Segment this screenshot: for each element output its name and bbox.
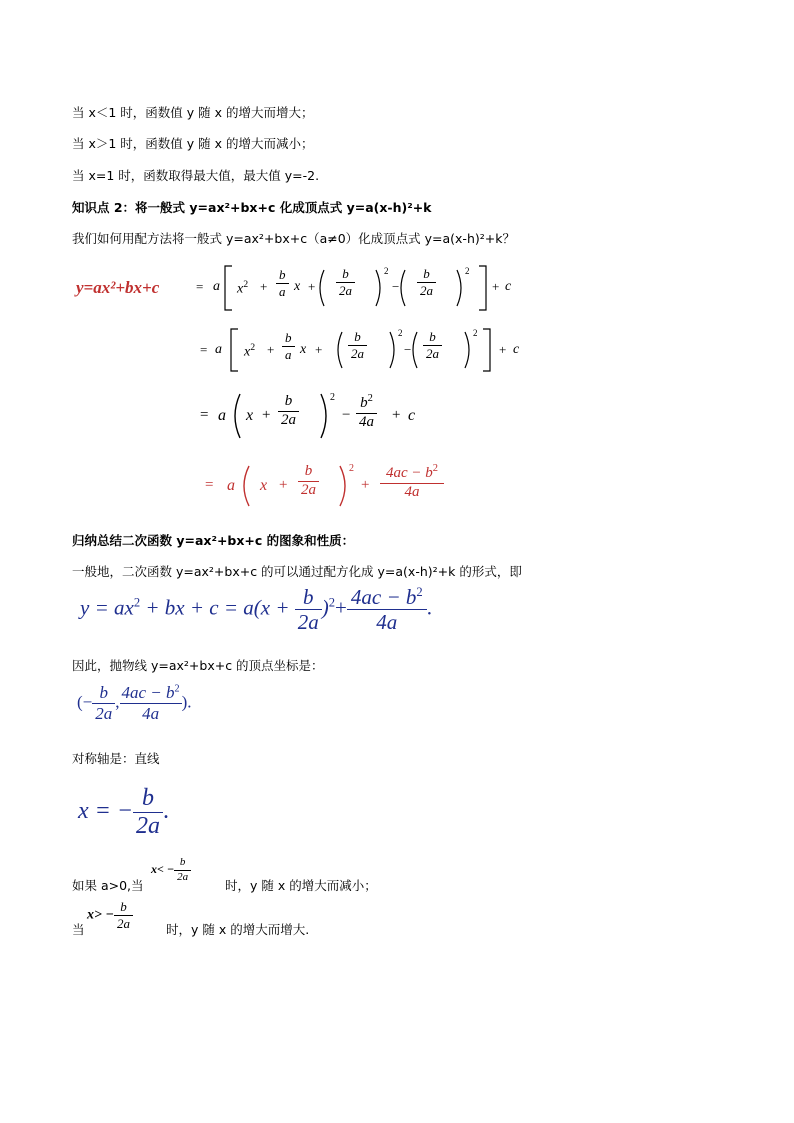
derivation-lhs: y=ax²+bx+c (76, 278, 160, 297)
heading-prefix: 知识点 2：将一般式 (72, 200, 190, 215)
plus-4a: + (279, 477, 288, 493)
cond-gt-frac: $\frac{b}{2a}$ (114, 900, 133, 930)
condition-x-less-formula (151, 857, 191, 883)
vertex-open: (− (77, 692, 93, 712)
c-3: c (408, 407, 416, 424)
x-2: x (300, 342, 307, 357)
minus-3: − (342, 407, 351, 423)
axis-dot: . (163, 798, 170, 825)
formula-dot: . (426, 595, 432, 620)
frac-b-over-2a-1a: $\frac{b}{2a}$ (336, 267, 355, 297)
plus-2b: + (315, 342, 323, 357)
formula-mid: + bx + c = a(x + (140, 595, 295, 620)
sq-1a: 2 (384, 266, 389, 276)
plus-1c: + (492, 279, 500, 294)
plus-3a: + (262, 407, 271, 423)
eq-sign-4: = (205, 477, 214, 493)
c-2: c (513, 342, 520, 357)
sq-1b: 2 (465, 266, 470, 276)
eq-sign-1: = (196, 279, 204, 294)
vertex-frac-b-over-2a: $\frac{b}{2a}$ (92, 684, 115, 723)
frac-b-over-2a-4: $\frac{b}{2a}$ (298, 464, 319, 499)
heading-mid: 化成顶点式 (275, 200, 347, 215)
x-3: x (246, 407, 254, 424)
cond-lt-x: x< − (151, 861, 175, 876)
vertex-coordinates-formula (77, 684, 192, 723)
eq-sign-2: = (200, 342, 208, 357)
formula-frac-b-over-2a: $\frac{b}{2a}$ (295, 586, 322, 633)
axis-label: 对称轴是：直线 (72, 751, 160, 766)
general-statement: 一般地，二次函数 y=ax²+bx+c 的可以通过配方化成 y=a(x-h)²+k 的形式，即 (72, 564, 522, 579)
condition-x-greater-formula (87, 900, 133, 930)
axis-left: x = − (78, 798, 134, 825)
coef-a-2: a (215, 342, 222, 357)
formula-sq-2: 2 (328, 595, 336, 610)
sq-2a: 2 (398, 328, 403, 338)
frac-b-over-2a-2b: $\frac{b}{2a}$ (423, 330, 442, 360)
plus-2c: + (499, 342, 507, 357)
axis-frac-b-over-2a: $\frac{b}{2a}$ (133, 786, 163, 839)
condition-suffix-decrease: 时，y 随 x 的增大而减小； (225, 878, 377, 893)
condition-suffix-increase: 时，y 随 x 的增大而增大. (166, 922, 310, 937)
cond-gt-x: x> − (87, 907, 114, 923)
formula-sq-1: 2 (133, 595, 141, 610)
frac-b-over-2a-2a: $\frac{b}{2a}$ (348, 330, 367, 360)
heading-formula-vertex: y=a(x-h)²+k (346, 200, 432, 215)
completing-square-derivation (72, 258, 592, 518)
text-line-x-equals-1: 当 x=1 时，函数取得最大值，最大值 y=-2. (72, 168, 320, 183)
text-line-x-less-1: 当 x＜1 时，函数值 y 随 x 的增大而增大； (72, 105, 314, 120)
sq-2b: 2 (473, 328, 478, 338)
frac-b-over-2a-3: $\frac{b}{2a}$ (278, 394, 299, 429)
question-line: 我们如何用配方法将一般式 y=ax²+bx+c（a≠0）化成顶点式 y=a(x-h)²+k？ (72, 231, 515, 246)
x-squared-1: $x^2$ (237, 279, 249, 297)
plus-2a: + (267, 342, 275, 357)
minus-1: − (392, 279, 400, 294)
cond-lt-frac: $\frac{b}{2a}$ (174, 857, 191, 883)
frac-b-over-a-1: $\frac{b}{a}$ (276, 268, 289, 298)
if-prefix: 如果 a>0,当 (72, 878, 144, 893)
heading-formula-general: y=ax²+bx+c (189, 200, 276, 215)
vertex-frac-4ac: $\frac{4ac - b^2}{4a}$ (121, 683, 180, 723)
formula-plus: + (335, 595, 347, 620)
c-1: c (505, 279, 512, 294)
eq-sign-3: = (200, 407, 209, 423)
formula-frac-4ac: $\frac{4ac - b^2}{4a}$ (347, 586, 427, 633)
vertex-close: ). (181, 692, 192, 712)
formula-close: ) (321, 595, 329, 620)
sq-4: 2 (349, 463, 354, 474)
formula-left: y = ax (80, 595, 134, 620)
x-1: x (294, 279, 301, 294)
plus-3b: + (392, 407, 401, 423)
condition-when-prefix: 当 (72, 922, 85, 937)
heading-knowledge-point-2 (72, 198, 432, 216)
coef-a-3: a (218, 407, 226, 424)
frac-4ac-b2-over-4a-4: $\frac{4ac - b^2}{4a}$ (380, 463, 444, 501)
plus-1a: + (260, 279, 268, 294)
frac-b2-over-4a-3: $\frac{b^2}{4a}$ (356, 393, 377, 431)
general-vertex-formula (80, 586, 432, 633)
coef-a-4: a (227, 477, 235, 494)
text-line-x-greater-1: 当 x＞1 时，函数值 y 随 x 的增大而减小； (72, 136, 314, 151)
plus-4b: + (361, 477, 370, 493)
plus-1b: + (308, 279, 316, 294)
condition-prefix-line (72, 876, 144, 894)
heading-summary: 归纳总结二次函数 y=ax²+bx+c 的图象和性质： (72, 533, 355, 548)
axis-of-symmetry-formula (78, 786, 169, 839)
vertex-label: 因此，抛物线 y=ax²+bx+c 的顶点坐标是： (72, 658, 324, 673)
x-squared-2: $x^2$ (244, 342, 256, 360)
frac-b-over-2a-1b: $\frac{b}{2a}$ (417, 267, 436, 297)
coef-a-1: a (213, 279, 220, 294)
vertex-comma: , (115, 692, 120, 712)
sq-3: 2 (330, 392, 335, 403)
minus-2: − (404, 342, 412, 357)
frac-b-over-a-2: $\frac{b}{a}$ (282, 331, 295, 361)
x-4: x (260, 477, 268, 494)
